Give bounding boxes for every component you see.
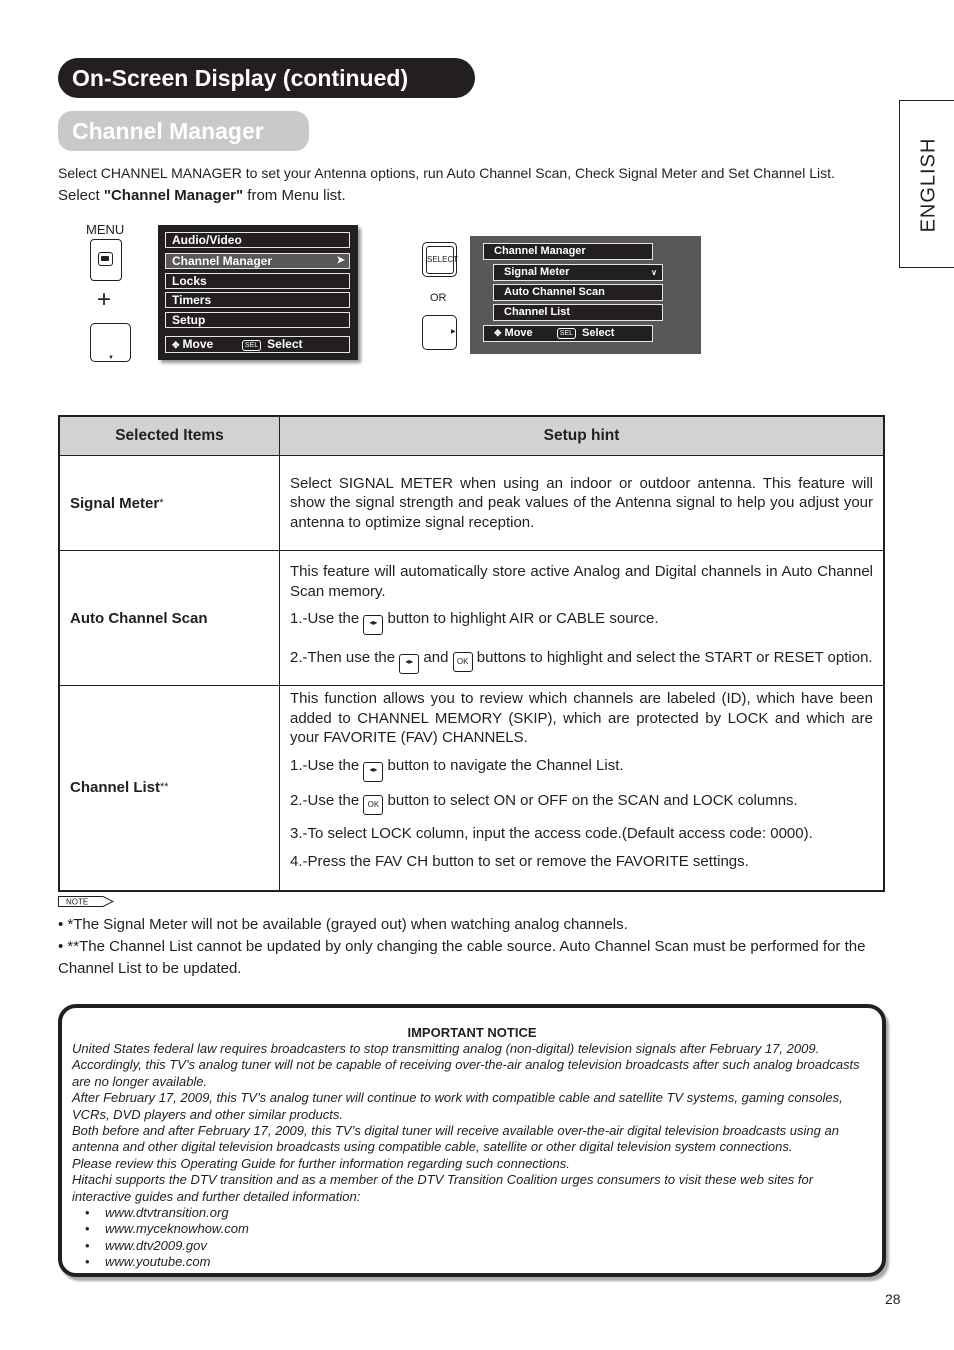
step-text: button to select ON or OFF on the SCAN and LOCK columns. <box>387 791 798 809</box>
table-row <box>59 551 884 686</box>
column-header: Setup hint <box>280 416 885 456</box>
intro-suffix: from Menu list. <box>243 187 346 204</box>
hint-step <box>290 643 873 674</box>
item-name: Auto Channel Scan <box>70 609 208 627</box>
hint-cell <box>280 686 885 891</box>
note-item: • *The Signal Meter will not be available (grayed out) when watching analog channels. <box>58 916 628 933</box>
step-text: 2.-Use the <box>290 791 360 809</box>
osd-item-setup: Setup <box>165 312 350 328</box>
sel-icon: SEL <box>557 328 576 339</box>
osd-item-audio-video: Audio/Video <box>165 232 350 248</box>
osd2-item-channel-list: Channel List <box>493 304 663 321</box>
step-text: button to highlight AIR or CABLE source. <box>387 610 659 627</box>
notice-paragraph: After February 17, 2009, this TV’s analog tuner will continue to work with compatible cable and satellite TV systems, gaming consoles, VCRs, DVD players and other similar products. <box>72 1090 843 1122</box>
move-label: Move <box>182 337 214 351</box>
osd2-footer <box>483 325 653 342</box>
osd2-title: Channel Manager <box>483 243 653 260</box>
page-title: Channel Manager <box>58 111 309 151</box>
osd2-item-auto-channel-scan: Auto Channel Scan <box>493 284 663 301</box>
ok-button-icon: OK <box>363 795 383 815</box>
language-tab <box>899 100 954 268</box>
intro-prefix: Select <box>58 187 104 204</box>
menu-osd <box>158 225 358 360</box>
select-label: Select <box>267 337 303 351</box>
right-button-icon: ▶ <box>422 315 457 350</box>
move-arrows-icon: ✥ <box>494 328 502 338</box>
step-text: 1.-Use the <box>290 756 360 774</box>
item-name: Channel List <box>70 779 161 797</box>
note-tag <box>58 896 114 907</box>
notice-body <box>72 1041 862 1271</box>
section-title: On-Screen Display (continued) <box>58 58 475 98</box>
hint-step: 4.-Press the FAV CH button to set or remove the FAVORITE settings. <box>290 853 749 870</box>
osd2-item-signal-meter <box>493 264 663 281</box>
hint-text: Select SIGNAL METER when using an indoor or outdoor antenna. This feature will show the signal strength and peak values of the Antenna signal to help you adjust your antenna to optimize signal reception. <box>290 474 873 531</box>
osd-item-timers: Timers <box>165 292 350 308</box>
chevron-down-icon: ∨ <box>651 268 657 277</box>
step-text: buttons to highlight and select the START or RESET option. <box>476 649 873 666</box>
intro-instruction <box>58 187 346 204</box>
intro-bold: "Channel Manager" <box>103 187 244 204</box>
step-text: button to navigate the Channel List. <box>387 756 624 774</box>
chevron-right-icon: ➤ <box>336 255 345 266</box>
note-label: NOTE <box>66 897 89 907</box>
osd-item-locks: Locks <box>165 273 350 289</box>
hint-text: This function allows you to review which channels are labeled (ID), which have been added to CHANNEL MEMORY (SKIP), which are protected by LOCK and which are your FAVORITE (FAV) CHANNELS. <box>290 690 873 746</box>
osd-item-channel-manager <box>165 253 350 269</box>
table-row <box>59 456 884 551</box>
move-label: Move <box>504 327 533 339</box>
column-header: Selected Items <box>59 416 280 456</box>
plus-sign: + <box>97 286 112 313</box>
step-text: 2.-Then use the <box>290 649 396 666</box>
hint-cell <box>280 456 885 551</box>
left-right-button-icon: ◂▸ <box>363 615 383 635</box>
ok-button-icon: OK <box>453 652 473 672</box>
website-link: • www.youtube.com <box>105 1254 862 1270</box>
hint-text: This feature will automatically store active Analog and Digital channels in Auto Channel Scan memory. <box>290 563 873 600</box>
website-link: • www.dtvtransition.org <box>105 1205 862 1221</box>
language-label: ENGLISH <box>917 137 940 233</box>
hint-step: 3.-To select LOCK column, input the access code.(Default access code: 0000). <box>290 824 813 842</box>
or-label: OR <box>430 292 447 304</box>
osd-footer <box>165 336 350 353</box>
notice-paragraph: Please review this Operating Guide for further information regarding such connections. <box>72 1155 570 1171</box>
notes <box>58 914 888 980</box>
hint-step <box>290 609 873 635</box>
item-cell <box>59 551 280 686</box>
hint-step <box>290 791 873 815</box>
item-cell <box>59 686 280 891</box>
website-link: • www.dtv2009.gov <box>105 1238 862 1254</box>
sel-icon: SEL <box>242 340 261 351</box>
notice-paragraph: Hitachi supports the DTV transition and as a member of the DTV Transition Coalition urges consumers to visit these web sites for interactive guides and further detailed information: <box>72 1172 814 1204</box>
notice-paragraph: United States federal law requires broadcasters to stop transmitting analog (non-digital) television signals after February 17, 2009. Accordingly, this TV’s analog tuner will not be capable of receiving over-the-air analog television broadcasts after such analog broadcasts are no longer available. <box>72 1041 860 1089</box>
footnote-mark: ** <box>160 781 169 794</box>
website-link: • www.myceknowhow.com <box>105 1221 862 1237</box>
select-label: Select <box>582 327 615 339</box>
move-arrows-icon: ✥ <box>172 340 180 350</box>
table-row <box>59 686 884 891</box>
down-button-icon: ▼ <box>90 323 131 362</box>
osd2-item-label: Signal Meter <box>504 266 570 278</box>
step-text: and <box>423 649 449 666</box>
note-item: • **The Channel List cannot be updated by only changing the cable source. Auto Channel Scan must be performed for the Channel List to be updated. <box>58 938 866 977</box>
left-right-button-icon: ◂▸ <box>399 654 419 674</box>
important-notice <box>58 1004 886 1277</box>
left-right-button-icon: ◂▸ <box>363 762 383 782</box>
menu-label: MENU <box>86 222 125 237</box>
menu-button-icon <box>90 239 122 281</box>
select-button-icon <box>422 242 457 277</box>
osd-item-label: Channel Manager <box>172 254 273 268</box>
footnote-mark: * <box>159 496 164 509</box>
item-name: Signal Meter <box>70 494 160 512</box>
notice-links <box>72 1205 862 1271</box>
select-button-label: SELECT <box>426 246 454 274</box>
item-cell <box>59 456 280 551</box>
page-number: 28 <box>885 1291 901 1307</box>
notice-title: IMPORTANT NOTICE <box>407 1025 537 1040</box>
channel-manager-osd <box>470 236 701 354</box>
hint-cell <box>280 551 885 686</box>
setup-hint-table <box>58 415 885 892</box>
table-header-row <box>59 416 884 456</box>
step-text: 1.-Use the <box>290 610 360 627</box>
notice-paragraph: Both before and after February 17, 2009, this TV’s digital tuner will receive available over-the-air digital television broadcasts using an antenna and other digital television broadcasts using compatible cable, satellite or other digital television system connections. <box>72 1123 839 1155</box>
hint-step <box>290 756 873 782</box>
intro-text: Select CHANNEL MANAGER to set your Antenna options, run Auto Channel Scan, Check Signal Meter and Set Channel List. <box>58 165 835 181</box>
